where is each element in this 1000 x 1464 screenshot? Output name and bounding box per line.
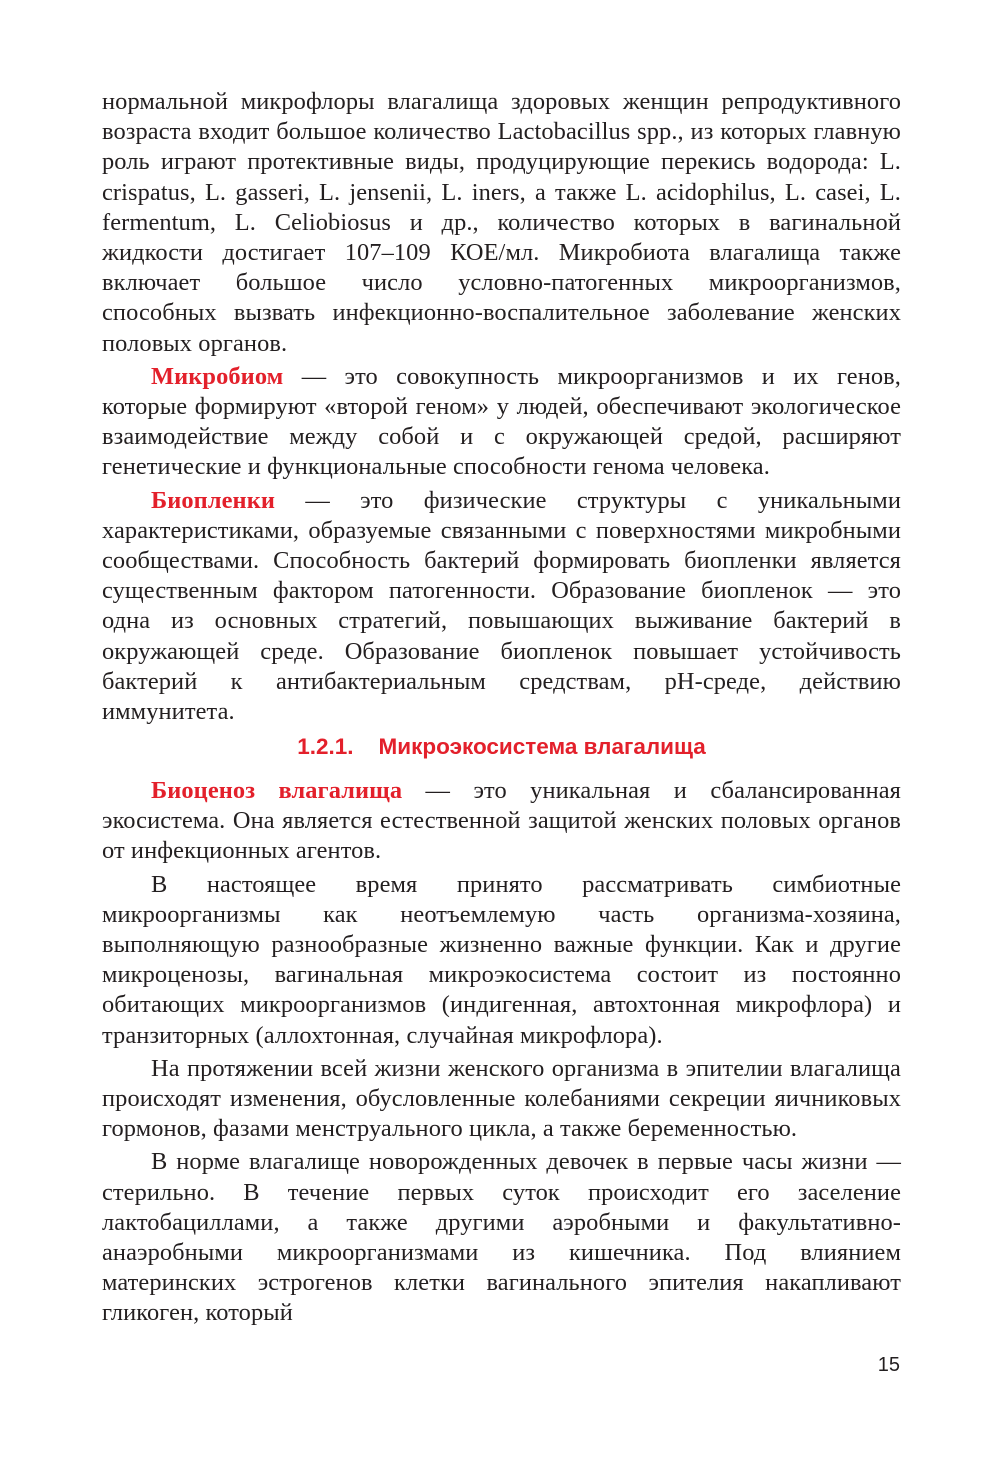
section-heading: [102, 734, 901, 760]
term-biocenosis: Биоценоз влагалища: [151, 777, 403, 804]
text-block-top: [102, 87, 901, 730]
section-title: Микроэкосистема влагалища: [378, 734, 706, 759]
paragraph-symbiotic: В настоящее время принято рассматривать симбиотные микроорганизмы как неотъемлемую часть организма-хозяина, выполняющую разнообразные жизненно важные функции. Как и другие микроценозы, вагинальная микроэкосистема состоит из постоянно обитающих микроорганизмов (индигенная, автохтонная микрофлора) и транзиторных (аллохтонная, случайная микрофлора).: [102, 870, 901, 1049]
text-block-bottom: [102, 776, 901, 1332]
page-number: 15: [877, 1354, 900, 1376]
paragraph-microbiome: [102, 362, 901, 483]
definition-microbiome: — это совокупность микроорганизмов и их генов, которые формируют «второй геном» у людей, обеспечивают экологическое взаимодействие между собой и с окружающей средой, расширяют генетические и функциональные способности генома человека.: [102, 362, 901, 481]
paragraph-lifetime-changes: На протяжении всей жизни женского организма в эпителии влагалища происходят изменения, обусловленные колебаниями секреции яичниковых гормонов, фазами менструального цикла, а также беременностью.: [102, 1054, 901, 1143]
term-biofilms: Биопленки: [151, 486, 275, 514]
term-microbiome: Микробиом: [151, 362, 284, 390]
paragraph-newborn: В норме влагалище новорожденных девочек в первые часы жизни — стерильно. В течение первых суток происходит его заселение лактобациллами, а также другими аэробными и факультативно-анаэробными микроорганизмами из кишечника. Под влиянием материнских эстрогенов клетки вагинального эпителия накапливают гликоген, который: [102, 1148, 901, 1327]
definition-biocenosis: — это уникальная и сбалансированная экосистема. Она является естественной защитой женских половых органов от инфекционных агентов.: [102, 777, 901, 865]
paragraph-microflora: нормальной микрофлоры влагалища здоровых женщин репродуктивного возраста входит большое количество Lactobacillus spp., из которых главную роль играют протективные виды, продуцирующие перекись водорода: L. crispatus, L. gasseri, L. jensenii, L. iners, а также L. acidophilus, L. casei, L. fermentum, L. Celiobiosus и др., количество которых в вагинальной жидкости достигает 107–109 КОЕ/мл. Микробиота влагалища также включает большое число условно-патогенных микроорганизмов, способных вызвать инфекционно-воспалительное заболевание женских половых органов.: [102, 88, 901, 357]
section-number: 1.2.1.: [297, 734, 354, 759]
paragraph-biocenosis: [102, 776, 901, 867]
paragraph-biofilms: [102, 486, 901, 728]
definition-biofilms: — это физические структуры с уникальными характеристиками, образуемые связанными с поверхностями микробными сообществами. Способность бактерий формировать биопленки является существенным фактором патогенности. Образование биопленок — это одна из основных стратегий, повышающих выживание бактерий в окружающей среде. Образование биопленок повышает устойчивость бактерий к антибактериальным средствам, рН-среде, действию иммунитета.: [102, 486, 901, 726]
